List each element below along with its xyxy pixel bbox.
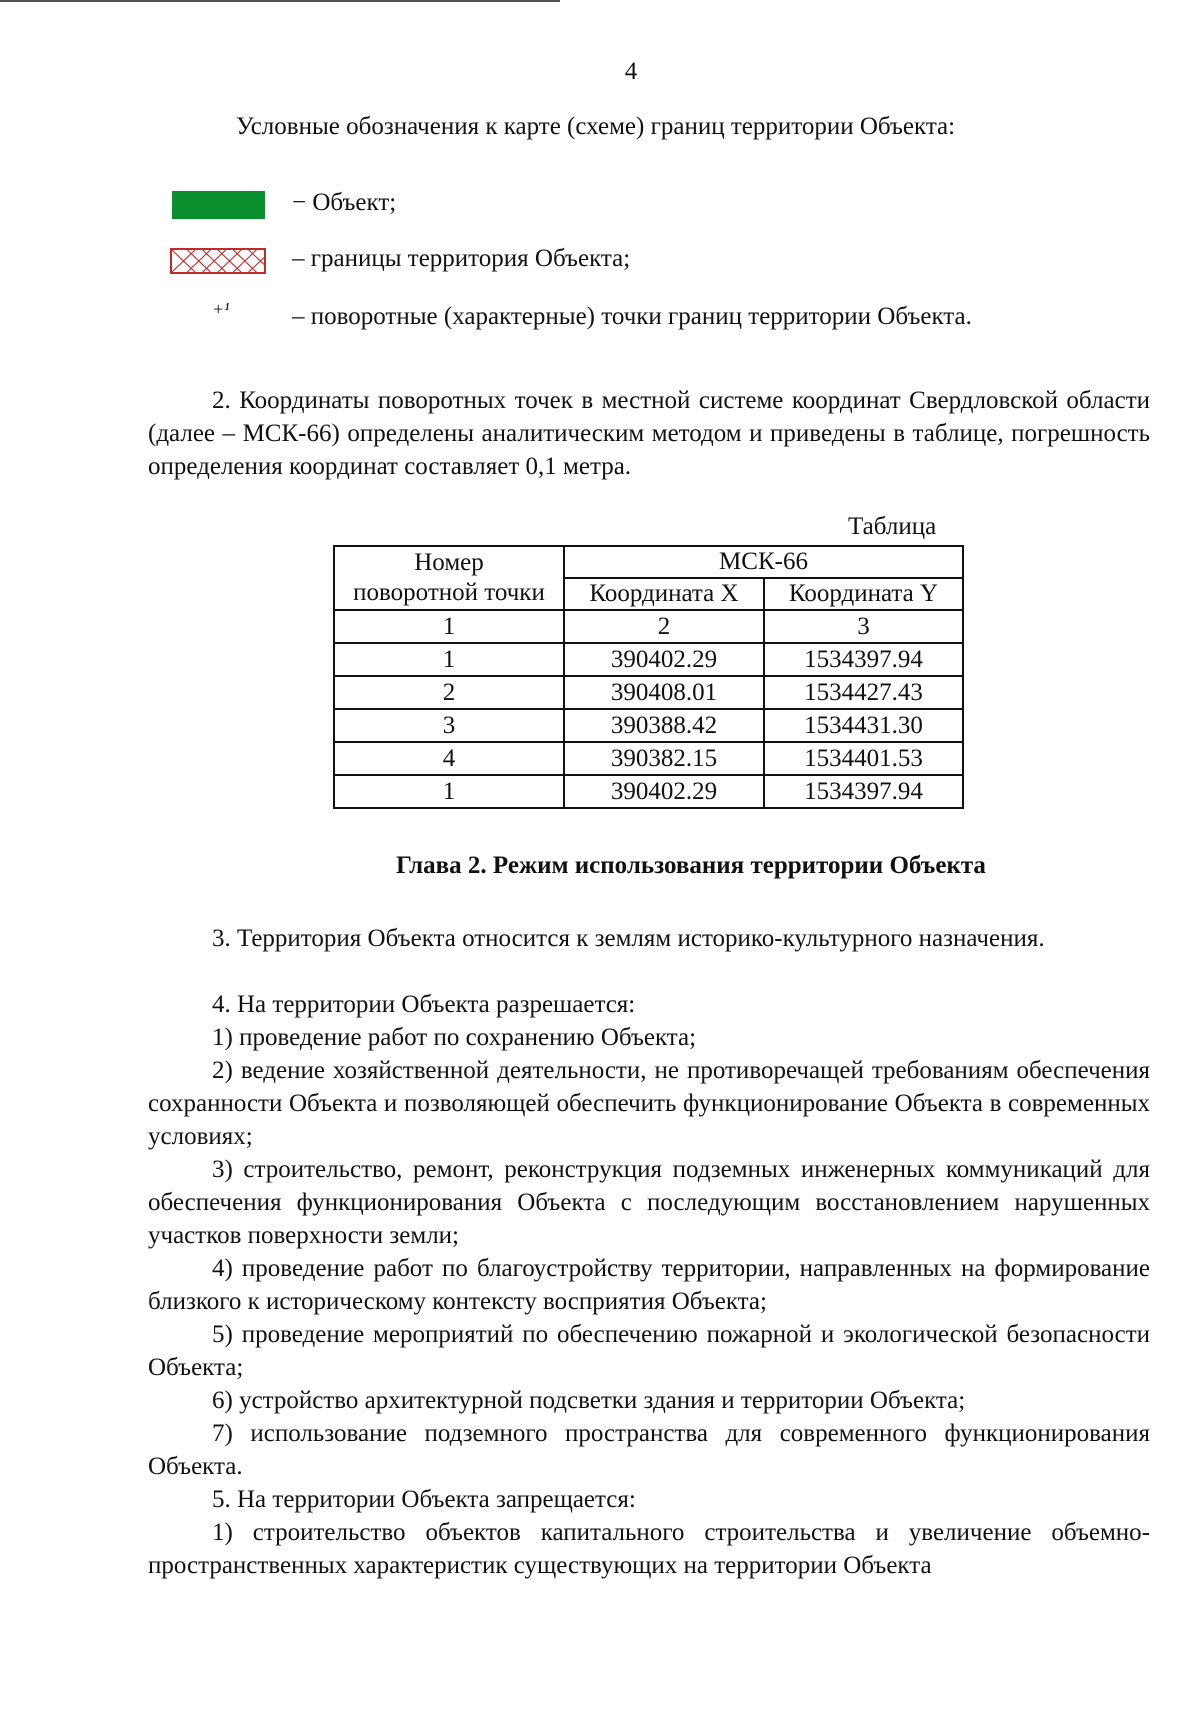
table-cell: 4 bbox=[334, 742, 564, 775]
legend-item-label: – границы территория Объекта; bbox=[292, 245, 631, 272]
table-cell: 390408.01 bbox=[564, 676, 764, 709]
table-cell: 3 bbox=[764, 610, 963, 643]
table-cell: 1534401.53 bbox=[764, 742, 963, 775]
object-fill-swatch bbox=[172, 191, 265, 219]
table-row bbox=[334, 676, 963, 709]
header-point-line2: поворотной точки bbox=[353, 579, 545, 606]
turning-point-marker-icon: +¹ bbox=[212, 299, 230, 319]
paragraph-2-coordinates: 2. Координаты поворотных точек в местной системе координат Свердловской области (далее – МСК-66) определены аналитическим методом и приведены в таблице, погрешность определения координат составляет 0,1 метра. bbox=[148, 387, 1150, 480]
table-cell: 1 bbox=[334, 775, 564, 808]
table-row bbox=[334, 742, 963, 775]
table-caption: Таблица bbox=[848, 513, 937, 540]
table-row bbox=[334, 643, 963, 676]
allowed-item-1: 1) проведение работ по сохранению Объекта; bbox=[212, 1024, 697, 1051]
legend-item-boundary bbox=[0, 245, 1200, 281]
scan-top-edge-line bbox=[0, 0, 560, 2]
legend-item-label: − Объект; bbox=[292, 189, 397, 216]
prohibited-item-1: 1) строительство объектов капитального строительства и увеличение объемно-пространственных характеристик существующих на территории Объекта bbox=[148, 1519, 1150, 1579]
header-msk66: МСК-66 bbox=[564, 546, 963, 578]
table-row bbox=[334, 775, 963, 808]
legend-item-label: – поворотные (характерные) точки границ территории Объекта. bbox=[292, 303, 972, 330]
table-cell: 1 bbox=[334, 643, 564, 676]
table-cell: 1534397.94 bbox=[764, 775, 963, 808]
table-cell: 2 bbox=[334, 676, 564, 709]
legend-item-turning-points bbox=[0, 299, 1200, 339]
header-coordinate-y: Координата Y bbox=[764, 578, 963, 610]
table-cell: 390382.15 bbox=[564, 742, 764, 775]
table-cell: 390388.42 bbox=[564, 709, 764, 742]
allowed-item-5: 5) проведение мероприятий по обеспечению пожарной и экологической безопасности Объекта; bbox=[148, 1321, 1150, 1381]
table-cell: 390402.29 bbox=[564, 643, 764, 676]
table-cell: 1534397.94 bbox=[764, 643, 963, 676]
coordinates-table bbox=[333, 545, 964, 809]
header-point-number bbox=[334, 546, 564, 610]
page-number: 4 bbox=[624, 58, 638, 85]
table-cell: 1534427.43 bbox=[764, 676, 963, 709]
legend-item-object bbox=[0, 189, 1200, 225]
chapter-heading: Глава 2. Режим использования территории Объекта bbox=[396, 852, 986, 879]
header-coordinate-x: Координата X bbox=[564, 578, 764, 610]
allowed-item-4: 4) проведение работ по благоустройству территории, направленных на формирование близкого к историческому контексту восприятия Объекта; bbox=[148, 1255, 1150, 1315]
header-point-line1: Номер bbox=[414, 549, 484, 576]
allowed-item-2: 2) ведение хозяйственной деятельности, не противоречащей требованиям обеспечения сохранности Объекта и позволяющей обеспечить функционирование Объекта в современных условиях; bbox=[148, 1057, 1150, 1150]
table-cell: 2 bbox=[564, 610, 764, 643]
paragraph-5-prohibited: 5. На территории Объекта запрещается: bbox=[212, 1486, 636, 1513]
table-row bbox=[334, 709, 963, 742]
legend-title: Условные обозначения к карте (схеме) границ территории Объекта: bbox=[236, 113, 956, 140]
allowed-item-3: 3) строительство, ремонт, реконструкция подземных инженерных коммуникаций для обеспечения функционирования Объекта с последующим восстановлением нарушенных участков поверхности земли; bbox=[148, 1156, 1150, 1249]
table-cell: 1 bbox=[334, 610, 564, 643]
boundary-hatch-swatch bbox=[170, 248, 266, 274]
allowed-item-6: 6) устройство архитектурной подсветки здания и территории Объекта; bbox=[212, 1387, 966, 1414]
table-header-row bbox=[334, 546, 963, 578]
table-cell: 3 bbox=[334, 709, 564, 742]
allowed-item-7: 7) использование подземного пространства для современного функционирования Объекта. bbox=[148, 1420, 1150, 1480]
table-cell: 390402.29 bbox=[564, 775, 764, 808]
table-cell: 1534431.30 bbox=[764, 709, 963, 742]
paragraph-4-allowed: 4. На территории Объекта разрешается: bbox=[212, 991, 636, 1018]
paragraph-3: 3. Территория Объекта относится к землям историко-культурного назначения. bbox=[212, 925, 1045, 952]
table-index-row bbox=[334, 610, 963, 643]
